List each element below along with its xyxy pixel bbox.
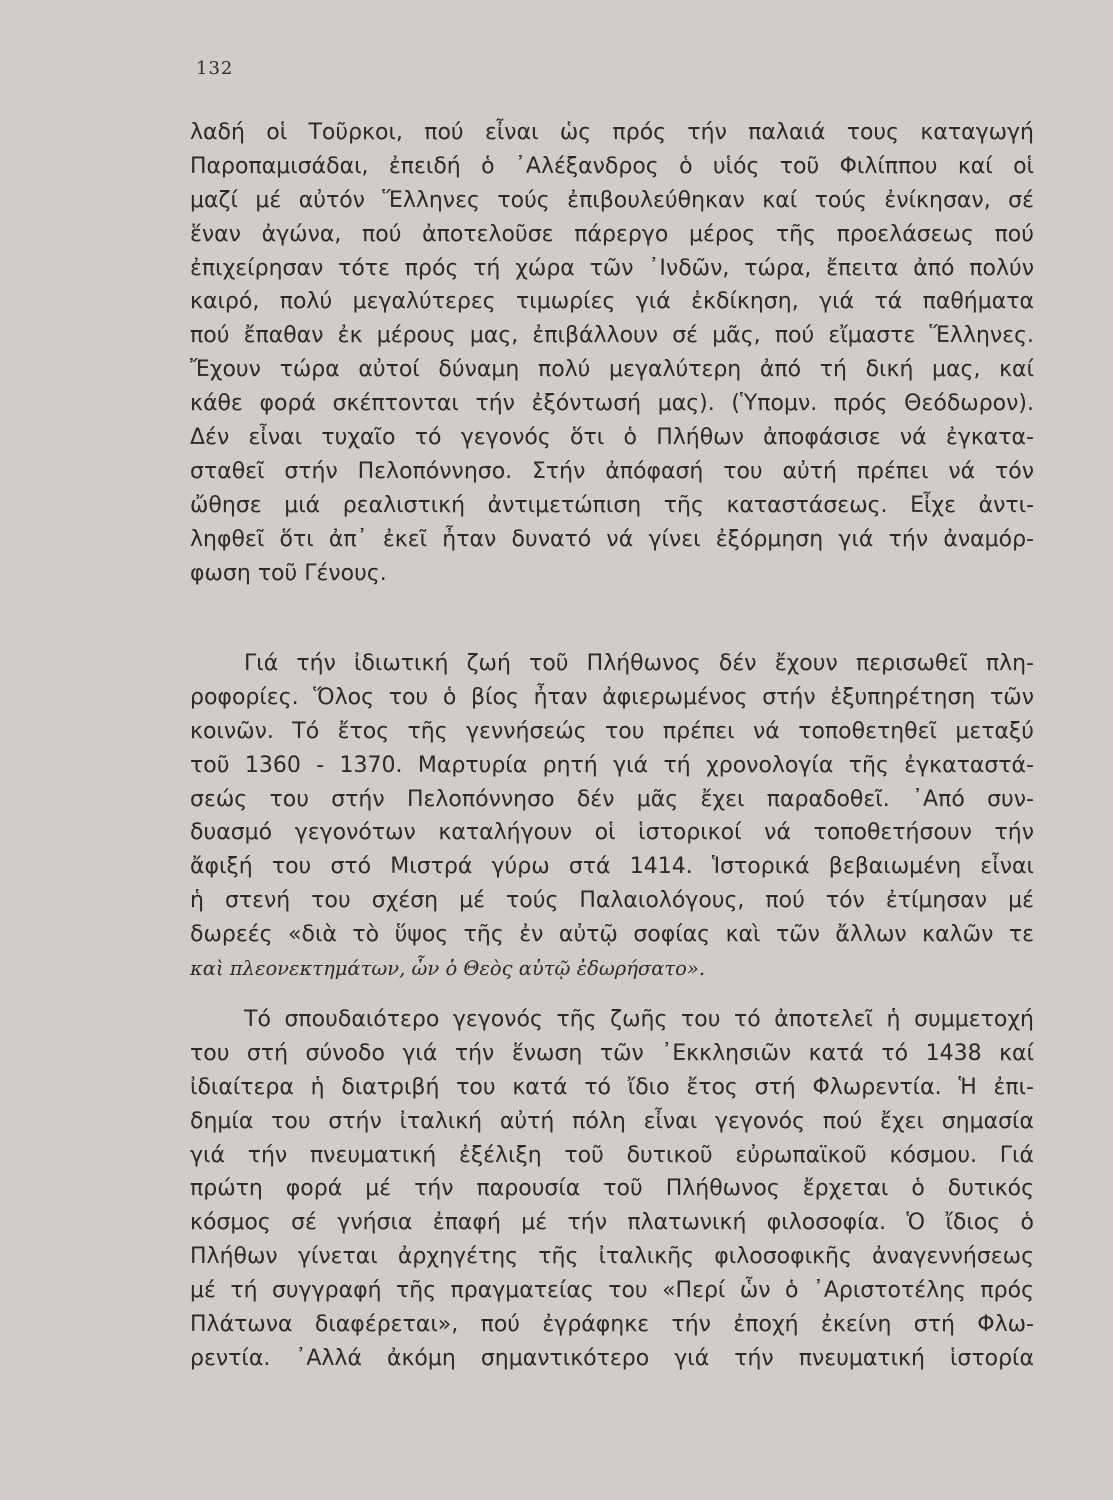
text-line: Τό σπουδαιότερο γεγονός τῆς ζωῆς του τό ἀποτελεῖ ἡ συμμετοχή bbox=[244, 1007, 1034, 1032]
text-line: ἰδιαίτερα ἡ διατριβή του κατά τό ἴδιο ἔτος στή Φλωρεντία. Ἡ ἐπι- bbox=[190, 1074, 1034, 1100]
text-line: κάθε φορά σκέπτονται τήν ἐξόντωσή μας). (Ὑπομν. πρός Θεόδωρον). bbox=[190, 391, 1034, 417]
text-line: μέ τή συγγραφή τῆς πραγματείας του «Περί ὧν ὁ ᾽Αριστοτέλης πρός bbox=[190, 1278, 1034, 1304]
text-line: κόσμος σέ γνήσια ἐπαφή μέ τήν πλατωνική φιλοσοφία. Ὁ ἴδιος ὁ bbox=[190, 1210, 1034, 1236]
text-line: Πλήθων γίνεται ἀρχηγέτης τῆς ἰταλικῆς φιλοσοφικῆς ἀναγεννήσεως bbox=[190, 1244, 1034, 1270]
text-line: σταθεῖ στήν Πελοπόννησο. Στήν ἀπόφασή του αὐτή πρέπει νά τόν bbox=[190, 458, 1034, 484]
paragraph-1 bbox=[190, 116, 1034, 590]
quotation-line: καὶ πλεονεκτημάτων, ὧν ὁ Θεὸς αὐτῷ ἐδωρήσατο». bbox=[190, 957, 706, 981]
text-line: ἐπιχείρησαν τότε πρός τή χώρα τῶν ᾽Ινδῶν, τώρα, ἔπειτα ἀπό πολύν bbox=[190, 255, 1034, 281]
text-line: λαδή οἱ Τοῦρκοι, πού εἶναι ὡς πρός τήν παλαιά τους καταγωγή bbox=[190, 120, 1034, 145]
text-line: Παροπαμισάδαι, ἐπειδή ὁ ᾽Αλέξανδρος ὁ υἱός τοῦ Φιλίππου καί οἱ bbox=[190, 153, 1034, 179]
text-line: πρώτη φορά μέ τήν παρουσία τοῦ Πλήθωνος ἔρχεται ὁ δυτικός bbox=[190, 1176, 1034, 1202]
text-line: σεώς του στήν Πελοπόννησο δέν μᾶς ἔχει παραδοθεῖ. ᾽Από συν- bbox=[190, 786, 1034, 812]
paragraph-3 bbox=[190, 1003, 1034, 1376]
text-line: δωρεές «διὰ τὸ ὕψος τῆς ἐν αὐτῷ σοφίας καὶ τῶν ἄλλων καλῶν τε bbox=[190, 922, 1034, 948]
text-line: δημία του στήν ἰταλική αὐτή πόλη εἶναι γεγονός πού ἔχει σημασία bbox=[190, 1108, 1034, 1134]
text-line: ληφθεῖ ὅτι ἀπ᾽ ἐκεῖ ἦταν δυνατό νά γίνει ἐξόρμηση γιά τήν ἀναμόρ- bbox=[190, 526, 1034, 552]
text-line: δυασμό γεγονότων καταλήγουν οἱ ἱστορικοί νά τοποθετήσουν τήν bbox=[190, 820, 1034, 846]
text-line: γιά τήν πνευματική ἐξέλιξη τοῦ δυτικοῦ εὐρωπαϊκοῦ κόσμου. Γιά bbox=[190, 1142, 1034, 1168]
text-line: Γιά τήν ἰδιωτική ζωή τοῦ Πλήθωνος δέν ἔχουν περισωθεῖ πλη- bbox=[244, 651, 1034, 676]
text-line: καιρό, πολύ μεγαλύτερες τιμωρίες γιά ἐκδίκηση, γιά τά παθήματα bbox=[190, 289, 1034, 315]
text-line: κοινῶν. Τό ἔτος τῆς γεννήσεώς του πρέπει νά τοποθετηθεῖ μεταξύ bbox=[190, 718, 1034, 744]
paragraph-2 bbox=[190, 647, 1034, 986]
text-line: ροφορίες. Ὅλος του ὁ βίος ἦταν ἀφιερωμένος στήν ἐξυπηρέτηση τῶν bbox=[190, 684, 1034, 710]
text-line: Ἔχουν τώρα αὐτοί δύναμη πολύ μεγαλύτερη ἀπό τή δική μας, καί bbox=[190, 357, 1034, 383]
text-line: ὤθησε μιά ρεαλιστική ἀντιμετώπιση τῆς καταστάσεως. Εἶχε ἀντι- bbox=[190, 492, 1034, 518]
text-line: πού ἔπαθαν ἐκ μέρους μας, ἐπιβάλλουν σέ μᾶς, πού εἴμαστε Ἕλληνες. bbox=[190, 323, 1034, 349]
text-line: ἕναν ἀγώνα, πού ἀποτελοῦσε πάρεργο μέρος τῆς προελάσεως πού bbox=[190, 221, 1034, 247]
text-line: του στή σύνοδο γιά τήν ἕνωση τῶν ᾽Εκκλησιῶν κατά τό 1438 καί bbox=[190, 1040, 1034, 1066]
text-line: ρεντία. ᾽Αλλά ἀκόμη σημαντικότερο γιά τήν πνευματική ἱστορία bbox=[190, 1345, 1034, 1371]
text-line: ἄφιξή του στό Μιστρά γύρω στά 1414. Ἱστορικά βεβαιωμένη εἶναι bbox=[190, 854, 1034, 880]
text-line: τοῦ 1360 - 1370. Μαρτυρία ρητή γιά τή χρονολογία τῆς ἐγκαταστά- bbox=[190, 752, 1034, 778]
text-line: φωση τοῦ Γένους. bbox=[190, 560, 387, 586]
page-number: 132 bbox=[196, 58, 234, 79]
text-line: ἡ στενή του σχέση μέ τούς Παλαιολόγους, πού τόν ἐτίμησαν μέ bbox=[190, 888, 1034, 914]
text-line: Πλάτωνα διαφέρεται», πού ἐγράφηκε τήν ἐποχή ἐκείνη στή Φλω- bbox=[190, 1312, 1034, 1338]
text-line: Δέν εἶναι τυχαῖο τό γεγονός ὅτι ὁ Πλήθων ἀποφάσισε νά ἐγκατα- bbox=[190, 425, 1034, 451]
text-line: μαζί μέ αὐτόν Ἕλληνες τούς ἐπιβουλεύθηκαν καί τούς ἐνίκησαν, σέ bbox=[190, 187, 1034, 213]
